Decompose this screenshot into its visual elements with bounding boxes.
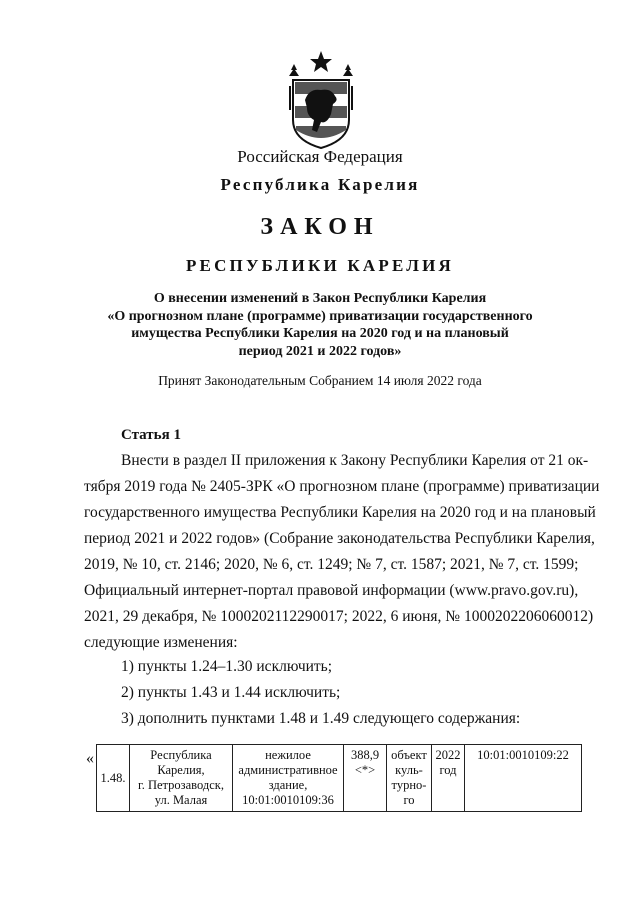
paragraph-line: период 2021 и 2022 годов» (Собрание законодательства Республики Карелия, [84,530,595,547]
object-line: 10:01:0010109:36 [242,793,334,807]
type-line: турно- [391,778,427,792]
area-line: <*> [354,763,376,777]
address-line: г. Петрозаводск, [138,778,224,792]
object-line: административное [238,763,338,777]
address-line: Республика [150,748,212,762]
country-name: Российская Федерация [237,147,403,166]
law-name-line: «О прогнозном плане (программе) приватизации государственного [107,308,533,324]
address-cell [130,745,233,812]
list-item: 2) пункты 1.43 и 1.44 исключить; [121,684,341,701]
paragraph-line: 2021, 29 декабря, № 1000202112290017; 2022, 6 июня, № 1000202206060012) [84,608,594,625]
object-line: здание, [268,778,308,792]
type-line: объект [391,748,427,762]
year-cell [432,745,465,812]
law-name [90,290,550,360]
paragraph-line: государственного имущества Республики Карелия на 2020 год и на плановый [84,504,596,521]
paragraph-line: 2019, № 10, ст. 2146; 2020, № 6, ст. 1249; № 7, ст. 1587; 2021, № 7, ст. 1599; [84,556,579,573]
object-cell [233,745,344,812]
open-quote: « [86,750,94,767]
law-name-line: имущества Республики Карелия на 2020 год и на плановый [131,326,509,341]
paragraph-line: следующие изменения: [84,634,238,651]
article-paragraph [84,448,600,656]
area-line: 388,9 [350,748,380,762]
row-number: 1.48. [97,745,130,812]
republic-name: Республика Карелия [220,175,420,194]
address-line: ул. Малая [154,793,208,807]
type-line: куль- [395,763,423,777]
type-line: го [403,793,415,807]
list-item: 1) пункты 1.24–1.30 исключить; [121,658,333,675]
law-name-line: период 2021 и 2022 годов» [238,343,402,359]
year-line: год [439,763,457,777]
article-heading: Статья 1 [121,427,181,443]
coat-of-arms-emblem [287,50,355,150]
law-subtitle: РЕСПУБЛИКИ КАРЕЛИЯ [185,256,455,275]
law-name-line: О внесении изменений в Закон Республики Карелия [153,291,487,306]
object-line: нежилое [265,748,311,762]
adoption-note: Принят Законодательным Собранием 14 июля 2022 года [158,373,482,388]
area-cell [344,745,387,812]
address-line: Карелия, [157,763,205,777]
property-table [96,744,582,812]
year-line: 2022 [435,748,461,762]
cadastral-cell: 10:01:0010109:22 [465,745,582,812]
paragraph-line: тября 2019 года № 2405-ЗРК «О прогнозном плане (программе) приватизации [84,478,600,495]
table-row [97,745,582,812]
paragraph-line: Внести в раздел II приложения к Закону Республики Карелия от 21 ок- [121,452,589,469]
paragraph-line: Официальный интернет-портал правовой информации (www.pravo.gov.ru), [84,582,579,599]
law-title: ЗАКОН [260,214,380,240]
list-item: 3) дополнить пунктами 1.48 и 1.49 следующего содержания: [121,710,521,727]
object-type-cell [387,745,432,812]
